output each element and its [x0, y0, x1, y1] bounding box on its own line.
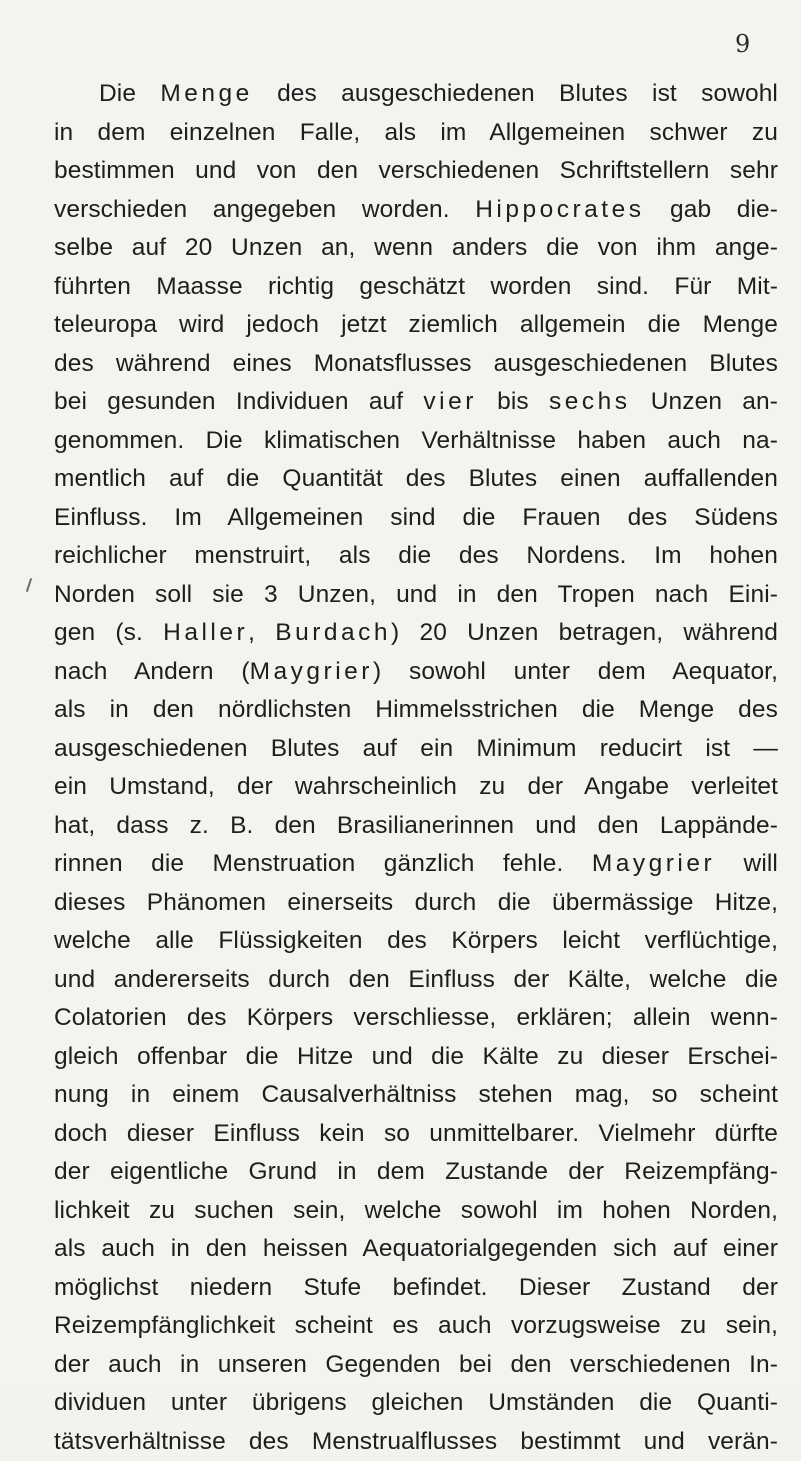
- text-line: reichlicher menstruirt, als die des Nordens. Im hohen: [54, 537, 778, 576]
- text-line: bei gesunden Individuen auf vier bis sechs Unzen an-: [54, 383, 778, 422]
- text-line: gen (s. Haller, Burdach) 20 Unzen betragen, während: [54, 614, 778, 653]
- text-line: der auch in unseren Gegenden bei den verschiedenen In-: [54, 1346, 778, 1385]
- text-line: doch dieser Einfluss kein so unmittelbarer. Vielmehr dürfte: [54, 1115, 778, 1154]
- text-line: des während eines Monatsflusses ausgeschiedenen Blutes: [54, 345, 778, 384]
- text-line: Reizempfänglichkeit scheint es auch vorzugsweise zu sein,: [54, 1307, 778, 1346]
- text-line: ein Umstand, der wahrscheinlich zu der Angabe verleitet: [54, 768, 778, 807]
- body-text: [54, 75, 778, 1461]
- text-line: der eigentliche Grund in dem Zustande der Reizempfäng-: [54, 1153, 778, 1192]
- text-line: welche alle Flüssigkeiten des Körpers leicht verflüchtige,: [54, 922, 778, 961]
- text-line: Die Menge des ausgeschiedenen Blutes ist sowohl: [54, 75, 778, 114]
- emphasis: Hippocrates: [475, 196, 644, 223]
- emphasis: Maygrier: [250, 658, 373, 685]
- text-line: in dem einzelnen Falle, als im Allgemeinen schwer zu: [54, 114, 778, 153]
- text-line: genommen. Die klimatischen Verhältnisse haben auch na-: [54, 422, 778, 461]
- margin-pencil-mark: [26, 578, 32, 592]
- text-line: selbe auf 20 Unzen an, wenn anders die von ihm ange-: [54, 229, 778, 268]
- text-line: verschieden angegeben worden. Hippocrates gab die-: [54, 191, 778, 230]
- text-line: Colatorien des Körpers verschliesse, erklären; allein wenn-: [54, 999, 778, 1038]
- emphasis: Maygrier: [592, 850, 715, 877]
- text-line: nung in einem Causalverhältniss stehen mag, so scheint: [54, 1076, 778, 1115]
- text-line: möglichst niedern Stufe befindet. Dieser Zustand der: [54, 1269, 778, 1308]
- text-line: als auch in den heissen Aequatorialgegenden sich auf einer: [54, 1230, 778, 1269]
- text-line: tätsverhältnisse des Menstrualflusses bestimmt und verän-: [54, 1423, 778, 1461]
- text-line: dividuen unter übrigens gleichen Umständen die Quanti-: [54, 1384, 778, 1423]
- text-line: Norden soll sie 3 Unzen, und in den Tropen nach Eini-: [54, 576, 778, 615]
- text-line: rinnen die Menstruation gänzlich fehle. Maygrier will: [54, 845, 778, 884]
- text-line: führten Maasse richtig geschätzt worden sind. Für Mit-: [54, 268, 778, 307]
- text-line: nach Andern (Maygrier) sowohl unter dem Aequator,: [54, 653, 778, 692]
- text-line: als in den nördlichsten Himmelsstrichen die Menge des: [54, 691, 778, 730]
- text-line: und andererseits durch den Einfluss der Kälte, welche die: [54, 961, 778, 1000]
- emphasis: Haller: [163, 619, 248, 646]
- page-number: 9: [735, 30, 750, 58]
- text-line: bestimmen und von den verschiedenen Schriftstellern sehr: [54, 152, 778, 191]
- emphasis: Burdach: [275, 619, 391, 646]
- text-line: Einfluss. Im Allgemeinen sind die Frauen des Südens: [54, 499, 778, 538]
- text-line: teleuropa wird jedoch jetzt ziemlich allgemein die Menge: [54, 306, 778, 345]
- emphasis: vier: [423, 388, 476, 415]
- text-line: lichkeit zu suchen sein, welche sowohl im hohen Norden,: [54, 1192, 778, 1231]
- text-line: ausgeschiedenen Blutes auf ein Minimum reducirt ist —: [54, 730, 778, 769]
- text-line: hat, dass z. B. den Brasilianerinnen und den Lappände-: [54, 807, 778, 846]
- text-line: gleich offenbar die Hitze und die Kälte zu dieser Erschei-: [54, 1038, 778, 1077]
- text-line: dieses Phänomen einerseits durch die übermässige Hitze,: [54, 884, 778, 923]
- emphasis: Menge: [160, 80, 252, 107]
- text-line: mentlich auf die Quantität des Blutes einen auffallenden: [54, 460, 778, 499]
- emphasis: sechs: [549, 388, 631, 415]
